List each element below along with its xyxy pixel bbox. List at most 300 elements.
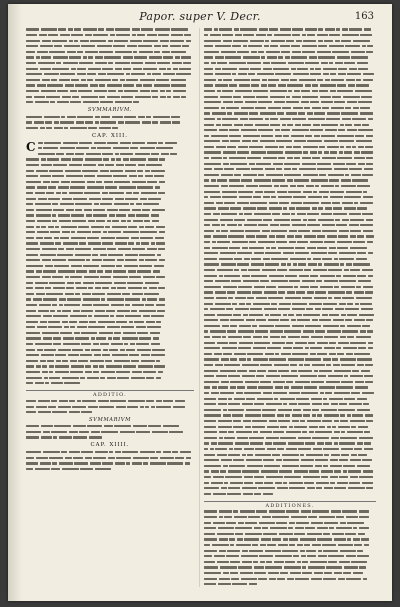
word-mark bbox=[357, 235, 364, 237]
word-mark bbox=[263, 68, 272, 70]
word-mark bbox=[45, 265, 53, 267]
word-mark bbox=[152, 209, 165, 211]
word-mark bbox=[317, 247, 327, 249]
word-mark bbox=[362, 269, 374, 271]
word-mark bbox=[332, 96, 341, 98]
word-mark bbox=[131, 62, 143, 64]
word-mark bbox=[62, 321, 68, 323]
word-mark bbox=[324, 347, 335, 349]
word-mark bbox=[53, 164, 67, 166]
folio-number: 163 bbox=[354, 11, 374, 22]
word-mark bbox=[204, 398, 216, 400]
word-mark bbox=[70, 371, 83, 373]
word-mark bbox=[132, 293, 143, 295]
word-mark bbox=[226, 555, 239, 557]
word-mark bbox=[365, 146, 373, 148]
word-mark bbox=[323, 398, 327, 400]
word-mark bbox=[35, 192, 45, 194]
word-mark bbox=[303, 146, 318, 148]
word-mark bbox=[66, 248, 74, 250]
word-mark bbox=[53, 209, 64, 211]
word-mark bbox=[292, 325, 304, 327]
word-mark bbox=[26, 462, 38, 464]
word-mark bbox=[241, 578, 257, 580]
word-mark bbox=[249, 437, 264, 439]
word-mark bbox=[230, 544, 234, 546]
word-mark bbox=[75, 153, 84, 155]
word-mark bbox=[101, 298, 105, 300]
word-mark bbox=[204, 252, 218, 254]
word-mark bbox=[48, 186, 56, 188]
word-mark bbox=[350, 247, 367, 249]
word-mark bbox=[265, 146, 278, 148]
word-mark bbox=[364, 431, 370, 433]
word-mark bbox=[295, 124, 301, 126]
word-mark bbox=[285, 561, 295, 563]
word-mark bbox=[61, 116, 65, 118]
word-mark bbox=[90, 40, 106, 42]
word-mark bbox=[137, 270, 151, 272]
word-mark bbox=[204, 403, 216, 405]
word-mark bbox=[108, 90, 116, 92]
word-mark bbox=[318, 45, 327, 47]
word-mark bbox=[234, 79, 250, 81]
word-mark bbox=[349, 168, 362, 170]
word-mark bbox=[339, 459, 348, 461]
word-mark bbox=[228, 398, 232, 400]
word-mark bbox=[221, 185, 228, 187]
word-mark bbox=[235, 442, 249, 444]
word-mark bbox=[204, 68, 213, 70]
word-mark bbox=[357, 409, 370, 411]
word-mark bbox=[232, 414, 243, 416]
word-mark bbox=[247, 353, 263, 355]
word-mark bbox=[344, 398, 355, 400]
word-mark bbox=[334, 258, 338, 260]
word-mark bbox=[154, 265, 164, 267]
word-mark bbox=[59, 462, 73, 464]
word-mark bbox=[280, 572, 288, 574]
word-mark bbox=[259, 522, 275, 524]
word-mark bbox=[93, 343, 99, 345]
word-mark bbox=[123, 231, 139, 233]
word-mark bbox=[74, 462, 88, 464]
word-mark bbox=[120, 142, 131, 144]
word-mark bbox=[130, 158, 146, 160]
word-mark bbox=[243, 493, 253, 495]
word-mark bbox=[41, 164, 52, 166]
word-mark bbox=[338, 68, 347, 70]
word-mark bbox=[354, 291, 364, 293]
word-mark bbox=[37, 220, 51, 222]
word-mark bbox=[56, 192, 61, 194]
word-mark bbox=[147, 34, 157, 36]
word-mark bbox=[70, 101, 81, 103]
text-line bbox=[204, 386, 376, 392]
word-mark bbox=[159, 259, 166, 261]
word-mark bbox=[339, 258, 354, 260]
word-mark bbox=[300, 550, 305, 552]
word-mark bbox=[93, 34, 108, 36]
word-mark bbox=[56, 62, 61, 64]
word-mark bbox=[355, 135, 364, 137]
word-mark bbox=[233, 510, 238, 512]
word-mark bbox=[85, 365, 91, 367]
word-mark bbox=[313, 269, 327, 271]
word-mark bbox=[88, 56, 93, 58]
word-mark bbox=[215, 73, 231, 75]
word-mark bbox=[215, 45, 231, 47]
word-mark bbox=[221, 487, 227, 489]
word-mark bbox=[233, 420, 241, 422]
word-mark bbox=[350, 219, 364, 221]
word-mark bbox=[357, 364, 364, 366]
word-mark bbox=[26, 90, 39, 92]
word-mark bbox=[42, 248, 57, 250]
word-mark bbox=[213, 235, 227, 237]
word-mark bbox=[245, 101, 257, 103]
word-mark bbox=[331, 437, 339, 439]
word-mark bbox=[151, 354, 165, 356]
word-mark bbox=[274, 219, 290, 221]
word-mark bbox=[312, 544, 321, 546]
word-mark bbox=[323, 303, 337, 305]
word-mark bbox=[102, 192, 108, 194]
word-mark bbox=[307, 224, 320, 226]
word-mark bbox=[77, 68, 86, 70]
word-mark bbox=[284, 174, 301, 176]
word-mark bbox=[312, 107, 321, 109]
word-mark bbox=[258, 241, 275, 243]
word-mark bbox=[204, 124, 214, 126]
word-mark bbox=[108, 457, 115, 459]
word-mark bbox=[26, 203, 33, 205]
word-mark bbox=[354, 353, 370, 355]
word-mark bbox=[290, 185, 296, 187]
word-mark bbox=[63, 142, 78, 144]
word-mark bbox=[233, 459, 244, 461]
word-mark bbox=[237, 291, 251, 293]
word-mark bbox=[229, 135, 241, 137]
word-mark bbox=[328, 252, 337, 254]
word-mark bbox=[160, 40, 169, 42]
word-mark bbox=[292, 96, 301, 98]
word-mark bbox=[215, 280, 230, 282]
word-mark bbox=[137, 34, 145, 36]
word-mark bbox=[299, 275, 309, 277]
word-mark bbox=[335, 62, 343, 64]
word-mark bbox=[253, 431, 258, 433]
word-mark bbox=[289, 482, 303, 484]
word-mark bbox=[322, 157, 336, 159]
word-mark bbox=[87, 73, 96, 75]
word-mark bbox=[117, 377, 129, 379]
right-addition-heading: ADDITIONES. bbox=[204, 501, 376, 510]
word-mark bbox=[292, 118, 306, 120]
word-mark bbox=[44, 377, 48, 379]
word-mark bbox=[114, 203, 129, 205]
word-mark bbox=[368, 342, 373, 344]
word-mark bbox=[26, 315, 41, 317]
text-line bbox=[204, 515, 376, 521]
word-mark bbox=[105, 164, 114, 166]
word-mark bbox=[52, 276, 63, 278]
word-mark bbox=[285, 56, 290, 58]
word-mark bbox=[35, 282, 48, 284]
drop-capital: C bbox=[26, 140, 36, 155]
word-mark bbox=[53, 343, 61, 345]
word-mark bbox=[107, 248, 116, 250]
word-mark bbox=[215, 56, 224, 58]
word-mark bbox=[271, 40, 285, 42]
word-mark bbox=[181, 96, 186, 98]
word-mark bbox=[361, 96, 372, 98]
word-mark bbox=[276, 168, 282, 170]
word-mark bbox=[88, 287, 93, 289]
word-mark bbox=[317, 163, 331, 165]
word-mark bbox=[255, 448, 265, 450]
word-mark bbox=[163, 73, 175, 75]
word-mark bbox=[67, 282, 74, 284]
word-mark bbox=[255, 124, 269, 126]
word-mark bbox=[221, 213, 237, 215]
word-mark bbox=[204, 358, 219, 360]
word-mark bbox=[230, 381, 243, 383]
word-mark bbox=[217, 561, 229, 563]
word-mark bbox=[317, 414, 322, 416]
word-mark bbox=[330, 482, 335, 484]
word-mark bbox=[333, 213, 347, 215]
word-mark bbox=[140, 406, 144, 408]
word-mark bbox=[269, 420, 277, 422]
word-mark bbox=[74, 28, 81, 30]
word-mark bbox=[281, 336, 286, 338]
word-mark bbox=[128, 400, 145, 402]
text-line bbox=[26, 95, 194, 101]
text-line bbox=[204, 235, 376, 241]
word-mark bbox=[343, 275, 356, 277]
word-mark bbox=[347, 522, 364, 524]
word-mark bbox=[290, 572, 301, 574]
word-mark bbox=[366, 163, 373, 165]
word-mark bbox=[130, 203, 134, 205]
word-mark bbox=[140, 451, 155, 453]
word-mark bbox=[108, 254, 123, 256]
word-mark bbox=[204, 219, 218, 221]
word-mark bbox=[204, 45, 213, 47]
word-mark bbox=[242, 364, 259, 366]
word-mark bbox=[139, 259, 144, 261]
word-mark bbox=[35, 343, 52, 345]
word-mark bbox=[221, 459, 232, 461]
word-mark bbox=[141, 28, 153, 30]
word-mark bbox=[310, 129, 323, 131]
word-mark bbox=[230, 140, 240, 142]
word-mark bbox=[99, 365, 104, 367]
word-mark bbox=[266, 286, 276, 288]
word-mark bbox=[100, 170, 109, 172]
word-mark bbox=[150, 462, 166, 464]
word-mark bbox=[221, 381, 229, 383]
word-mark bbox=[283, 252, 294, 254]
word-mark bbox=[112, 226, 127, 228]
word-mark bbox=[173, 90, 186, 92]
word-mark bbox=[156, 321, 161, 323]
word-mark bbox=[80, 354, 92, 356]
word-mark bbox=[286, 40, 294, 42]
word-mark bbox=[103, 158, 109, 160]
word-mark bbox=[329, 45, 344, 47]
word-mark bbox=[277, 269, 287, 271]
word-mark bbox=[323, 403, 329, 405]
word-mark bbox=[66, 153, 74, 155]
word-mark bbox=[69, 40, 73, 42]
word-mark bbox=[57, 101, 69, 103]
word-mark bbox=[145, 406, 149, 408]
word-mark bbox=[258, 51, 264, 53]
word-mark bbox=[258, 224, 268, 226]
word-mark bbox=[339, 252, 356, 254]
word-mark bbox=[219, 437, 223, 439]
text-line bbox=[204, 179, 376, 185]
word-mark bbox=[26, 79, 40, 81]
word-mark bbox=[350, 269, 360, 271]
word-mark bbox=[220, 319, 229, 321]
word-mark bbox=[211, 392, 219, 394]
word-mark bbox=[245, 230, 260, 232]
word-mark bbox=[95, 451, 108, 453]
word-mark bbox=[34, 96, 45, 98]
word-mark bbox=[170, 153, 177, 155]
word-mark bbox=[305, 527, 315, 529]
word-mark bbox=[256, 319, 266, 321]
word-mark bbox=[165, 142, 177, 144]
word-mark bbox=[313, 258, 321, 260]
word-mark bbox=[288, 358, 304, 360]
word-mark bbox=[263, 493, 273, 495]
second-summary-text bbox=[26, 424, 194, 441]
word-mark bbox=[277, 448, 284, 450]
word-mark bbox=[107, 298, 124, 300]
word-mark bbox=[317, 538, 332, 540]
word-mark bbox=[58, 248, 64, 250]
word-mark bbox=[291, 45, 300, 47]
word-mark bbox=[321, 409, 337, 411]
word-mark bbox=[275, 129, 280, 131]
word-mark bbox=[246, 398, 255, 400]
word-mark bbox=[52, 203, 58, 205]
word-mark bbox=[260, 112, 276, 114]
word-mark bbox=[304, 364, 310, 366]
word-mark bbox=[234, 353, 246, 355]
word-mark bbox=[52, 214, 56, 216]
word-mark bbox=[38, 400, 50, 402]
word-mark bbox=[350, 230, 361, 232]
word-mark bbox=[243, 135, 260, 137]
word-mark bbox=[219, 538, 228, 540]
word-mark bbox=[325, 129, 337, 131]
word-mark bbox=[26, 40, 40, 42]
word-mark bbox=[278, 409, 292, 411]
word-mark bbox=[250, 68, 261, 70]
word-mark bbox=[107, 96, 120, 98]
word-mark bbox=[265, 263, 279, 265]
word-mark bbox=[331, 510, 341, 512]
word-mark bbox=[127, 406, 138, 408]
word-mark bbox=[156, 79, 169, 81]
word-mark bbox=[69, 411, 80, 413]
word-mark bbox=[234, 269, 239, 271]
word-mark bbox=[298, 263, 306, 265]
word-mark bbox=[171, 28, 188, 30]
word-mark bbox=[204, 168, 212, 170]
word-mark bbox=[271, 280, 288, 282]
word-mark bbox=[91, 431, 100, 433]
word-mark bbox=[362, 325, 370, 327]
word-mark bbox=[151, 315, 164, 317]
word-mark bbox=[155, 237, 164, 239]
word-mark bbox=[75, 248, 91, 250]
word-mark bbox=[261, 470, 278, 472]
word-mark bbox=[291, 386, 303, 388]
word-mark bbox=[280, 426, 287, 428]
word-mark bbox=[339, 476, 348, 478]
word-mark bbox=[90, 84, 98, 86]
word-mark bbox=[364, 442, 371, 444]
word-mark bbox=[249, 583, 257, 585]
word-mark bbox=[258, 101, 272, 103]
word-mark bbox=[265, 566, 282, 568]
word-mark bbox=[204, 370, 218, 372]
word-mark bbox=[60, 332, 72, 334]
word-mark bbox=[359, 437, 374, 439]
word-mark bbox=[26, 451, 41, 453]
word-mark bbox=[133, 68, 142, 70]
word-mark bbox=[223, 465, 228, 467]
word-mark bbox=[49, 170, 63, 172]
word-mark bbox=[270, 314, 281, 316]
text-line bbox=[26, 56, 194, 62]
word-mark bbox=[338, 578, 345, 580]
word-mark bbox=[324, 414, 339, 416]
word-mark bbox=[231, 280, 241, 282]
word-mark bbox=[247, 454, 253, 456]
word-mark bbox=[116, 164, 124, 166]
word-mark bbox=[123, 365, 136, 367]
word-mark bbox=[341, 454, 349, 456]
word-mark bbox=[154, 175, 164, 177]
word-mark bbox=[60, 34, 70, 36]
word-mark bbox=[44, 349, 56, 351]
word-mark bbox=[109, 192, 124, 194]
word-mark bbox=[95, 116, 100, 118]
word-mark bbox=[46, 192, 54, 194]
word-mark bbox=[93, 365, 98, 367]
word-mark bbox=[360, 202, 374, 204]
word-mark bbox=[298, 437, 311, 439]
word-mark bbox=[26, 457, 34, 459]
word-mark bbox=[40, 242, 54, 244]
word-mark bbox=[138, 116, 145, 118]
word-mark bbox=[96, 181, 102, 183]
word-mark bbox=[241, 269, 247, 271]
word-mark bbox=[115, 451, 121, 453]
word-mark bbox=[307, 291, 314, 293]
word-mark bbox=[204, 392, 209, 394]
word-mark bbox=[272, 538, 281, 540]
word-mark bbox=[221, 224, 225, 226]
word-mark bbox=[216, 297, 227, 299]
